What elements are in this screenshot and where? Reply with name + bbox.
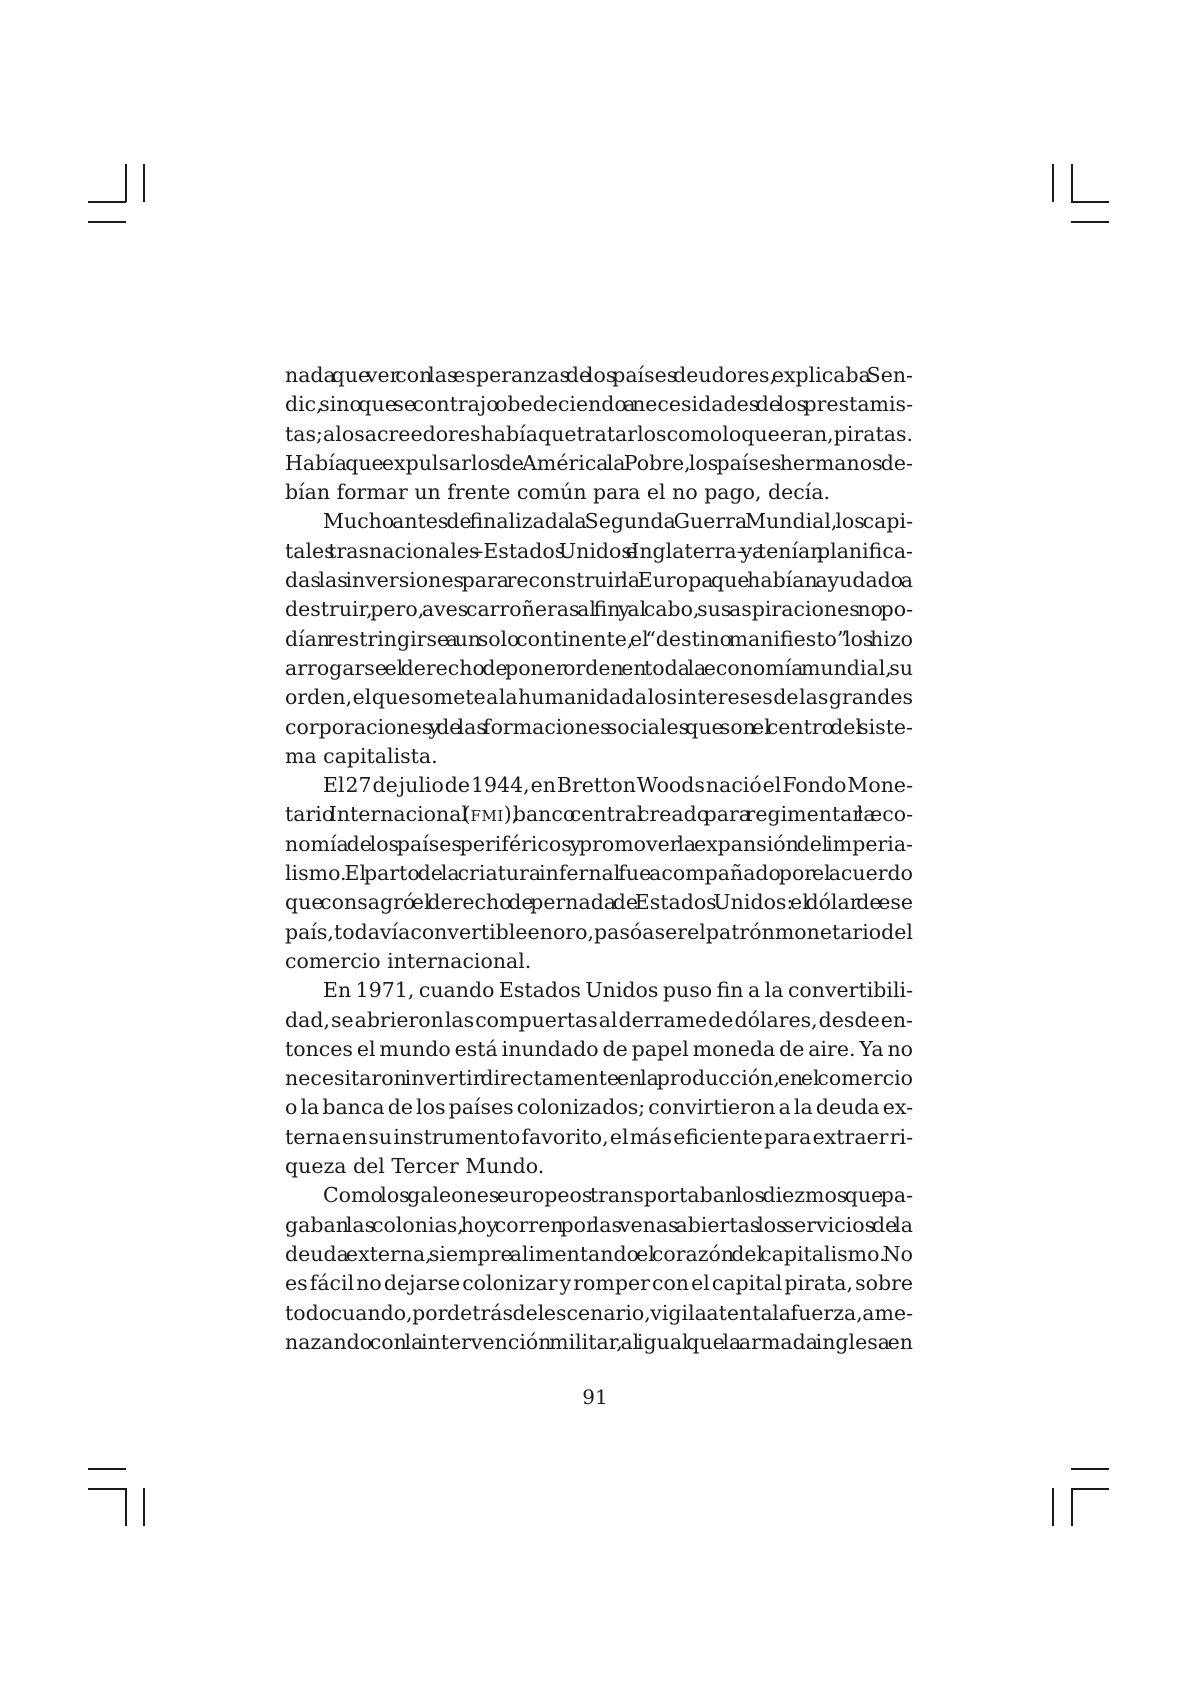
text-line: ma capitalista.: [285, 743, 438, 768]
text-line: todo cuando, por detrás del escenario, vigila atenta la fuerza, ame-: [285, 1300, 914, 1325]
text-line: corporaciones y de las formaciones sociales que son el centro del siste-: [285, 714, 913, 739]
text-line: que consagró el derecho de pernada de Estados Unidos: el dólar de ese: [285, 890, 913, 915]
text-line: dic, sino que se contrajo obedeciendo a necesidades de los prestamis-: [285, 392, 913, 417]
crop-mark: [1071, 1488, 1109, 1490]
text-line: tas; a los acreedores había que tratarlos como lo que eran, piratas.: [285, 421, 913, 446]
text-line: terna en su instrumento favorito, el más eficiente para extraer ri-: [285, 1124, 913, 1149]
text-line: es fácil no dejarse colonizar y romper con el capital pirata, sobre: [285, 1271, 913, 1296]
text-line: dad, se abrieron las compuertas al derrame de dólares, desde en-: [285, 1007, 913, 1032]
text-line: arrogarse el derecho de poner orden en toda la economía mundial, su: [285, 655, 913, 680]
crop-mark: [88, 201, 126, 203]
crop-mark: [1052, 1488, 1054, 1526]
text-line: destruir, pero, aves carroñeras al fin y al cabo, sus aspiraciones no po-: [285, 597, 913, 622]
crop-mark: [143, 164, 145, 202]
text-line: nada que ver con las esperanzas de los países deudores, explicaba Sen-: [285, 363, 913, 387]
text-line: lismo. El parto de la criatura infernal fue acompañado por el acuerdo: [285, 861, 913, 886]
text-line: En 1971, cuando Estados Unidos puso fin a la convertibili-: [323, 978, 913, 1003]
crop-mark: [1071, 164, 1073, 202]
crop-mark: [1071, 221, 1109, 223]
crop-mark: [88, 1468, 126, 1470]
text-line: nazando con la intervención militar, al igual que la armada inglesa en: [285, 1329, 913, 1354]
text-line: tario Internacional (FMI), banco central creado para regimentar la eco-: [285, 802, 913, 827]
crop-mark: [1071, 1468, 1109, 1470]
text-line: dían restringirse a un solo continente, el “destino manifiesto” los hizo: [285, 626, 913, 651]
crop-mark: [125, 1488, 127, 1526]
text-line: comercio internacional.: [285, 948, 532, 973]
text-line: tonces el mundo está inundado de papel moneda de aire. Ya no: [285, 1036, 913, 1061]
text-line: das las inversiones para reconstruir la Europa que habían ayudado a: [285, 568, 913, 593]
text-line: gaban las colonias, hoy corren por las venas abiertas los servicios de la: [285, 1212, 913, 1237]
text-line: tales trasnacionales –Estados Unidos e Inglaterra– ya tenían planifica-: [285, 538, 913, 563]
paragraph: [285, 361, 913, 507]
text-line: o la banca de los países colonizados; convirtieron a la deuda ex-: [285, 1095, 913, 1120]
crop-mark: [143, 1488, 145, 1526]
crop-mark: [1071, 201, 1109, 203]
text-line: Mucho antes de finalizada la Segunda Guerra Mundial, los capi-: [323, 509, 913, 534]
paragraph: [285, 771, 913, 976]
paragraph: [285, 976, 913, 1181]
body-text: [285, 361, 913, 1357]
text-line: Como los galeones europeos transportaban los diezmos que pa-: [323, 1183, 913, 1208]
text-line: país, todavía convertible en oro, pasó a ser el patrón monetario del: [285, 919, 913, 944]
text-line: bían formar un frente común para el no pago, decía.: [285, 480, 831, 505]
crop-mark: [88, 221, 126, 223]
crop-mark: [125, 164, 127, 202]
page-number: 91: [582, 1385, 608, 1409]
text-line: necesitaron invertir directamente en la producción, en el comercio: [285, 1066, 913, 1091]
text-line: Había que expulsarlos de América la Pobre, los países hermanos de-: [285, 450, 913, 475]
crop-mark: [88, 1488, 126, 1490]
text-line: orden, el que somete a la humanidad a los intereses de las grandes: [285, 685, 913, 710]
text-line: El 27 de julio de 1944, en Bretton Woods nació el Fondo Mone-: [323, 773, 913, 798]
paragraph: [285, 507, 913, 771]
text-line: deuda externa, siempre alimentando el corazón del capitalismo. No: [285, 1241, 913, 1266]
text-line: nomía de los países periféricos y promover la expansión del imperia-: [285, 831, 913, 856]
text-line: queza del Tercer Mundo.: [285, 1154, 545, 1179]
crop-mark: [1052, 164, 1054, 202]
crop-mark: [1071, 1488, 1073, 1526]
paragraph: [285, 1181, 913, 1357]
